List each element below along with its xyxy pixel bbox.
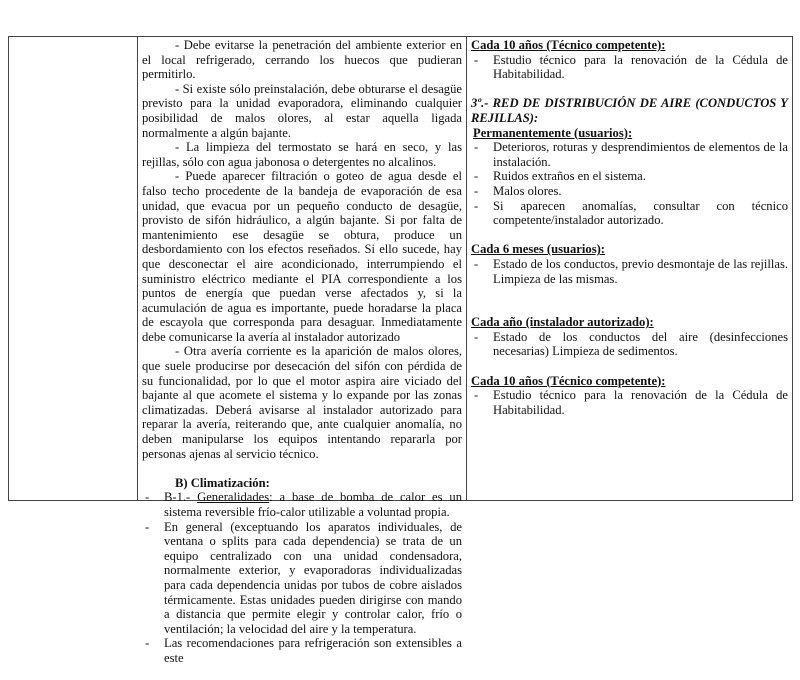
bullet-dash: -: [474, 388, 479, 403]
paragraph: - Otra avería corriente es la aparición de malos olores, que suele producirse por desecación del sifón con pérdida de su funcionalidad, por lo que el motor aspira aire viciado del bajante al que acomete el sistema y lo expande por las zonas climatizadas. Deberá avisarse al instalador autorizado para reparar la avería, reiterando que, ante cualquier anomalía, no deben manipularse los equipos intentando repararla por personas ajenas al servicio técnico.: [142, 344, 462, 461]
section-3-title: 3º.- RED DE DISTRIBUCIÓN DE AIRE (CONDUCTOS Y REJILLAS):: [471, 96, 788, 125]
bullet-dash: -: [474, 140, 479, 155]
spacer: [471, 359, 788, 374]
bullet-dash: -: [474, 183, 479, 198]
list-item: [142, 520, 462, 637]
block-heading: Cada año (instalador autorizado):: [471, 315, 654, 330]
list-item: [471, 199, 788, 228]
list-item: [471, 330, 788, 359]
item-text: Deterioros, roturas y desprendimientos de elementos de la instalación.: [493, 140, 788, 169]
spacer: [471, 228, 788, 243]
item-text: En general (exceptuando los aparatos individuales, de ventana o splits para cada dependencia) se trata de un equipo centralizado con una unidad condensadora, normalmente exterior, y evaporadoras individualizadas para cada dependencia unidas por tubos de cobre aislados térmicamente. Estas unidades pueden dirigirse con mando a distancia que permite elegir y controlar calor, frío o ventilación; la velocidad del aire y la temperatura.: [164, 519, 462, 636]
bullet-dash: -: [474, 329, 479, 344]
list-item: [471, 169, 788, 184]
item-text: Estudio técnico para la renovación de la Cédula de Habitabilidad.: [493, 52, 788, 82]
list-item: [142, 490, 462, 519]
bullet-dash: -: [145, 490, 150, 505]
block-heading: Cada 10 años (Técnico competente):: [471, 373, 666, 388]
paragraph: - La limpieza del termostato se hará en seco, y las rejillas, sólo con agua jabonosa o detergentes no alcalinos.: [142, 140, 462, 169]
item-underlined: Generalidades: [197, 490, 270, 505]
list-item: [471, 140, 788, 169]
spacer: [142, 461, 462, 476]
bullet-dash: -: [145, 519, 150, 534]
bullet-dash: -: [474, 256, 479, 271]
list-item: [471, 388, 788, 417]
spacer: [471, 82, 788, 97]
paragraph: - Si existe sólo preinstalación, debe obturarse el desagüe previsto para la unidad evaporadora, eliminando cualquier posibilidad de malos olores, al estar aquella ligada normalmente a algún bajante.: [142, 81, 462, 140]
item-text: Estado de los conductos del aire (desinfecciones necesarias) Limpieza de sedimentos.: [493, 329, 788, 359]
empty-first-column: [9, 37, 138, 500]
instructions-column: [138, 37, 467, 665]
item-text: Malos olores.: [493, 183, 562, 198]
list-item: [471, 184, 788, 199]
spacer: [471, 286, 788, 301]
maintenance-table: [8, 36, 793, 665]
paragraph: - Puede aparecer filtración o goteo de agua desde el falso techo procedente de la bandeja de evaporación de esa unidad, que evacua por un pequeño conducto de desagüe, provisto de sifón hidráulico, a algún bajante. Si por falta de mantenimiento ese desagüe se obtura, produce un desbordamiento con los efectos reseñados. Si ello sucede, hay que desconectar el aire acondicionado, interrumpiendo el suministro eléctrico mediante el PIA correspondiente a los puntos de energía que puedan verse afectados y, si la acumulación de agua es importante, puede horadarse la placa de escayola que corresponda para desaguar. Inmediatamente debe comunicarse la avería al instalador autorizado: [142, 169, 462, 344]
list-item: [471, 53, 788, 82]
bullet-dash: -: [474, 169, 479, 184]
bullet-dash: -: [474, 198, 479, 213]
item-text: : a base de bomba de calor es un sistema reversible frío-calor utilizable a voluntad propia.: [164, 490, 462, 519]
item-text: Ruidos extraños en el sistema.: [493, 169, 646, 184]
list-item: [471, 257, 788, 286]
bullet-dash: -: [474, 52, 479, 67]
list-item: [142, 636, 462, 680]
section-b-title: B) Climatización:: [175, 475, 270, 490]
item-text: Estudio técnico para la renovación de la Cédula de Habitabilidad.: [493, 388, 788, 417]
item-text: Estado de los conductos, previo desmontaje de las rejillas. Limpieza de las mismas.: [493, 256, 788, 286]
bullet-dash: -: [145, 636, 150, 651]
block-heading: Permanentemente (usuarios):: [473, 125, 633, 140]
item-text: Las recomendaciones para refrigeración son extensibles a este: [164, 636, 462, 665]
block-heading: Cada 10 años (Técnico competente):: [471, 38, 666, 52]
paragraph: - Debe evitarse la penetración del ambiente exterior en el local refrigerado, cerrando los huecos que pudieran permitirlo.: [142, 38, 462, 82]
block-heading: Cada 6 meses (usuarios):: [471, 242, 605, 257]
schedule-column: [467, 37, 792, 500]
item-prefix: B-1.-: [164, 490, 198, 505]
item-text: Si aparecen anomalías, consultar con técnico competente/instalador autorizado.: [493, 198, 788, 228]
spacer: [471, 301, 788, 316]
